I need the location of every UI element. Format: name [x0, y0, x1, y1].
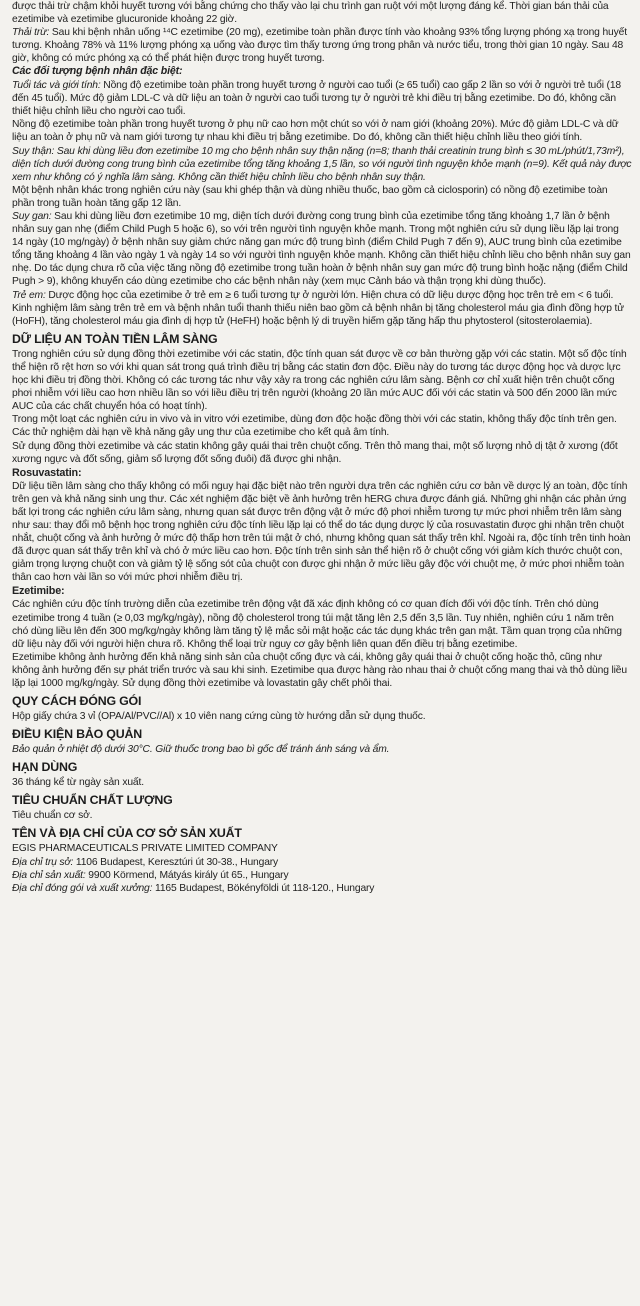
packaging-text: Hộp giấy chứa 3 vỉ (OPA/Al/PVC//Al) x 10 viên nang cứng cùng tờ hướng dẫn sử dụng thuốc.: [12, 711, 426, 723]
address-packaging-value: 1165 Budapest, Bökényföldi út 118-120., Hungary: [152, 882, 375, 894]
quality-text: Tiêu chuẩn cơ sở.: [12, 810, 93, 822]
preclinical-paragraph-3: Sử dụng đồng thời ezetimibe và các statin không gây quái thai trên chuột cống. Trên thỏ mang thai, một số lượng nhỏ dị tật ở xương (đốt xương ngực và đốt sống, giảm số lượng đốt sống đuôi) đã được ghi nhận.: [12, 440, 618, 465]
special-children: [12, 289, 632, 328]
special-renal: [12, 145, 632, 184]
leaflet-text: [12, 0, 632, 895]
ezetimibe-heading: Ezetimibe:: [12, 585, 65, 598]
excretion-label: Thải trừ:: [12, 27, 50, 39]
quality-heading: TIÊU CHUẨN CHẤT LƯỢNG: [12, 793, 173, 808]
special-hepatic: [12, 210, 632, 289]
rosuvastatin-paragraph: Dữ liệu tiền lâm sàng cho thấy không có mối nguy hại đặc biệt nào trên người dựa trên các nghiên cứu cơ bản về dược lý an toàn, độc tính trên gen và khả năng sinh ung thư. Các xét nghiệm đặc biệt về ảnh hưởng trên hERG chưa được đánh giá. Những ghi nhận các phản ứng bất lợi trong các nghiên cứu lâm sàng, nhưng quan sát được trên động vật ở mức độ phơi nhiễm tương tự mức phơi nhiễm trên lâm sàng như sau: thay đổi mô bệnh học trong nghiên cứu độc tính liều lặp lại có thể do tác dụng dược lý của rosuvastatin được ghi nhận trên chuột nhắt, chuột cống và ảnh hưởng ở mức độ thấp hơn trên túi mật ở chó, nhưng không quan sát thấy trên khỉ. Ngoài ra, độc tính trên tinh hoàn đã được quan sát thấy trên khỉ và chó ở mức liều cao hơn. Độc tính trên sinh sản thể hiện rõ ở chuột cống với giảm kích thước chuột con, giảm trọng lượng chuột con và giảm tỷ lệ sống sót của chuột con được ghi nhận ở mức liều gây độc với chuột mẹ, ở mức phơi nhiễm toàn thân cao hơn vài lần so với mức phơi nhiễm điều trị.: [12, 480, 631, 584]
special-children-text: Dược động học của ezetimibe ở trẻ em ≥ 6 tuổi tương tự ở người lớn. Hiện chưa có dữ liệu dược động học trên trẻ em < 6 tuổi. Kinh nghiệm lâm sàng trên trẻ em và bệnh nhân tuổi thanh thiếu niên bao gồm cả bệnh nhân bị tăng cholesterol máu gia đình đồng hợp tử (HoFH), tăng cholesterol máu gia đình dị hợp tử (HeFH) hoặc bệnh lý di truyền hiếm gặp tăng hấp thu phytosterol (sitosterolaemia).: [12, 289, 624, 327]
special-age-gender: [12, 79, 632, 118]
pk-continuation: [12, 0, 632, 26]
special-renal-text: Sau khi dùng liều đơn ezetimibe 10 mg cho bệnh nhân suy thận nặng (n=8; thanh thải creatinin trung bình ≤ 30 mL/phút/1,73m²), diện tích dưới đường cong trung bình của ezetimibe tổng tăng khoảng 1,5 lần, so với người tình nguyện khỏe mạnh (n=9). Kết quả này được xem như không có ý nghĩa lâm sàng. Không cần thiết hiệu chỉnh liều cho bệnh nhân suy thận.: [12, 145, 632, 183]
special-age-label: Tuổi tác và giới tính:: [12, 80, 101, 92]
special-gender: [12, 118, 632, 144]
storage-text: Bảo quản ở nhiệt độ dưới 30°C. Giữ thuốc trong bao bì gốc để tránh ánh sáng và ẩm.: [12, 744, 390, 756]
ezetimibe-paragraph-2: Ezetimibe không ảnh hưởng đến khả năng sinh sản của chuột cống đực và cái, không gây quái thai ở chuột cống hoặc thỏ, cũng như không ảnh hưởng đến sự phát triển trước và sau khi sinh. Ezetimibe qua được hàng rào nhau thai ở chuột cống mang thai và thỏ dùng liều lặp lại 1000 mg/kg/ngày. Sử dụng đồng thời ezetimibe và lovastatin gây chết phôi thai.: [12, 651, 627, 689]
special-children-label: Trẻ em:: [12, 289, 46, 301]
manufacturer-address-production: [12, 869, 632, 882]
special-populations-heading: Các đối tượng bệnh nhân đặc biệt:: [12, 65, 183, 78]
special-hepatic-text: Sau khi dùng liều đơn ezetimibe 10 mg, diện tích dưới đường cong trung bình của ezetimibe tổng tăng khoảng 1,7 lần ở bệnh nhân suy gan nhẹ (điểm Child Pugh 5 hoặc 6), so với trên người tình nguyện khỏe mạnh. Trong một nghiên cứu sử dụng liều lặp lại trong 14 ngày (10 mg/ngày) ở bệnh nhân suy giảm chức năng gan mức độ trung bình (điểm Child Pugh 7 đến 9), AUC trung bình của ezetimibe tổng tăng khoảng 4 lần vào ngày 1 và ngày 14 so với người tình nguyện khỏe mạnh. Không cần thiết hiệu chỉnh liều cho bệnh nhân suy gan nhẹ. Do tác dụng chưa rõ của việc tăng nồng độ ezetimibe trong tuần hoàn ở bệnh nhân suy gan mức độ trung bình hoặc nặng (điểm Child Pugh > 9), không khuyến cáo dùng ezetimibe cho các bệnh nhân này (xem mục Cảnh báo và thận trọng khi dùng thuốc).: [12, 211, 631, 288]
address-hq-value: 1106 Budapest, Keresztúri út 30-38., Hungary: [73, 856, 279, 868]
storage-heading: ĐIỀU KIỆN BẢO QUẢN: [12, 727, 142, 742]
special-gender-text: Nồng độ ezetimibe toàn phần trong huyết tương ở phụ nữ cao hơn một chút so với ở nam giới (khoảng 20%). Mức độ giảm LDL-C và dữ liệu an toàn ở phụ nữ và nam giới tương tự nhau khi điều trị bằng ezetimibe. Do đó, không cần thiết hiệu chỉnh liều theo giới tính.: [12, 119, 619, 144]
top-line-1: được thải trừ chậm khỏi huyết tương với bằng chứng cho thấy vào lại chu trình gan ruột với một lượng đáng kể. Thời gian: [12, 1, 552, 12]
special-age-text: Nồng độ ezetimibe toàn phần trong huyết tương ở người cao tuổi (≥ 65 tuổi) cao gấp 2 lần so với ở người trẻ tuổi (18 đến 45 tuổi). Mức độ giảm LDL-C và dữ liệu an toàn ở người cao tuổi tương tự ở người trẻ khi điều trị bằng ezetimibe. Do đó, không cần thiết hiệu chỉnh liều cho người cao tuổi.: [12, 80, 621, 118]
address-production-label: Địa chỉ sản xuất:: [12, 869, 86, 881]
rosuvastatin-heading: Rosuvastatin:: [12, 466, 82, 479]
special-renal-label: Suy thận:: [12, 145, 55, 157]
manufacturer-address-hq: [12, 856, 632, 869]
top-line-2: bán thải của ezetimibe và ezetimibe glucuronide khoảng 22 giờ.: [12, 1, 609, 26]
ezetimibe-paragraph-1: Các nghiên cứu độc tính trường diễn của ezetimibe trên động vật đã xác định không có cơ quan đích đối với độc tính. Trên chó dùng ezetimibe trong 4 tuần (≥ 0,03 mg/kg/ngày), nồng độ cholesterol trong túi mật tăng lên 2,5 đến 3,5 lần. Tuy nhiên, nghiên cứu 1 năm trên chó dùng liều lên đến 300 mg/kg/ngày không làm tăng tỷ lệ mắc sỏi mật hoặc các tác dụng khác trên gan mật. Tầm quan trọng của những dữ liệu này đối với người hiện chưa rõ. Không thể loại trừ nguy cơ gây bệnh liên quan đến điều trị bằng ezetimibe.: [12, 599, 622, 650]
address-packaging-label: Địa chỉ đóng gói và xuất xưởng:: [12, 882, 153, 894]
special-hepatic-label: Suy gan:: [12, 211, 52, 222]
preclinical-paragraph-2: Trong một loạt các nghiên cứu in vivo và in vitro với ezetimibe, dùng đơn độc hoặc đồng thời với các statin, không thấy độc tính trên gen. Các thử nghiệm dài hạn về khả năng gây ung thư của ezetimibe cho kết quả âm tính.: [12, 414, 617, 439]
special-renal-transplant: [12, 184, 632, 210]
manufacturer-address-packaging: [12, 882, 632, 895]
preclinical-paragraph-1: Trong nghiên cứu sử dụng đồng thời ezetimibe với các statin, độc tính quan sát được về cơ bản thường gặp với các statin. Một số độc tính thể hiện rõ rệt hơn so với khi quan sát trong quá trình điều trị bằng các statin đơn độc. Điều này do tương tác dược động học và dược lực học khi điều trị đồng thời. Không có các tương tác như vậy xảy ra trong các nghiên cứu lâm sàng. Bệnh cơ chỉ xuất hiện trên chuột cống phơi nhiễm với liều cao hơn nhiều lần so với liều điều trị trên người (khoảng 20 lần mức AUC đối với các statin và 500 đến 2000 lần mức AUC của các chất chuyển hóa có hoạt tính).: [12, 348, 627, 413]
address-hq-label: Địa chỉ trụ sở:: [12, 856, 74, 868]
manufacturer-heading: TÊN VÀ ĐỊA CHỈ CỦA CƠ SỞ SẢN XUẤT: [12, 826, 242, 841]
address-production-value: 9900 Körmend, Mátyás király út 65., Hungary: [85, 869, 289, 881]
shelf-life-text: 36 tháng kể từ ngày sản xuất.: [12, 777, 144, 789]
packaging-heading: QUY CÁCH ĐÓNG GÓI: [12, 694, 142, 709]
excretion-text: Sau khi bệnh nhân uống ¹⁴C ezetimibe (20 mg), ezetimibe toàn phần được tính vào khoảng 93% tổng lượng phóng xạ trong huyết tương. Khoảng 78% và 11% lượng phóng xạ uống vào được tìm thấy tương ứng trong phân và nước tiểu, trong thời gian 10 ngày. Sau 48 giờ, không có mức phóng xạ có thể phát hiện được trong huyết tương.: [12, 27, 627, 65]
manufacturer-name: EGIS PHARMACEUTICALS PRIVATE LIMITED COMPANY: [12, 843, 278, 855]
preclinical-heading: DỮ LIỆU AN TOÀN TIỀN LÂM SÀNG: [12, 331, 218, 346]
excretion-paragraph: [12, 26, 632, 65]
shelf-life-heading: HẠN DÙNG: [12, 760, 78, 775]
special-renal-transplant-text: Một bệnh nhân khác trong nghiên cứu này (sau khi ghép thận và dùng nhiều thuốc, bao gồm cả ciclosporin) có nồng độ ezetimibe toàn phần trong tuần hoàn tăng gấp 12 lần.: [12, 184, 608, 209]
